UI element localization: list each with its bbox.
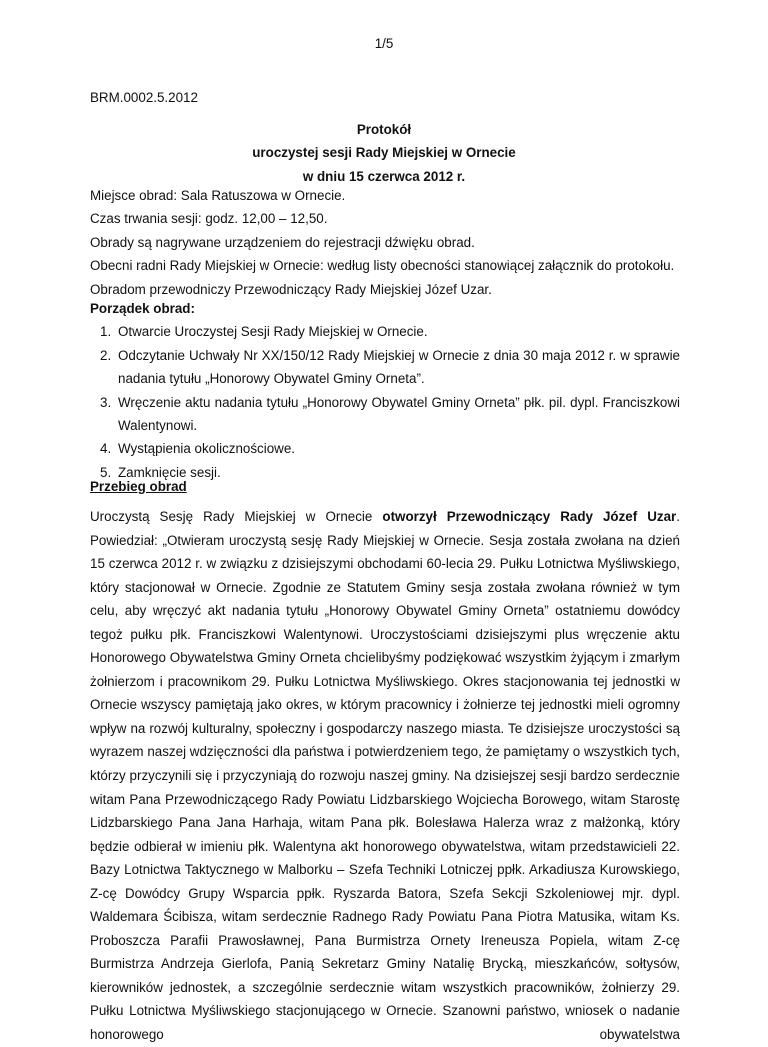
info-recording: Obrady są nagrywane urządzeniem do rejestracji dźwięku obrad. xyxy=(90,234,475,250)
proceedings-text: . Powiedział: „Otwieram uroczystą sesję Rady Miejskiej w Ornecie. Sesja została zwołana na dzień 15 czerwca 2012 r. w związku z dzisiejszymi obchodami 60-lecia 29. Pułku Lotnictwa Myśliwskiego, który stacjonował w Ornecie. Zgodnie ze Statutem Gminy sesja została zwołana również w tym celu, aby wręczyć akt nadania tytułu „Honorowy Obywatel Gminy Orneta” ostatniemu dowódcy tegoż pułku płk. Franciszkowi Walentynowi. Uroczystościami dzisiejszymi plus wręczenie aktu Honorowego Obywatelstwa Gminy Orneta chcielibyśmy podziękować wszystkim żyjącym i zmarłym żołnierzom i pracownikom 29. Pułku Lotnictwa Myśliwskiego. Okres stacjonowania tej jednostki w Ornecie wszyscy pamiętają jako okres, w którym pracownicy i żołnierze tej jednostki mieli ogromny wpływ na rozwój kulturalny, społeczny i gospodarczy naszego miasta. Te dzisiejsze uroczystości są wyrazem naszej wdzięczności dla państwa i potwierdzeniem tego, że pamiętamy o wszystkich tych, którzy przyczynili się i przyczyniają do rozwoju naszej gminy. Na dzisiejszej sesji bardzo serdecznie witam Pana Przewodniczącego Rady Powiatu Lidzbarskiego Wojciecha Borowego, witam Starostę Lidzbarskiego Pana Jana Harhaja, witam Pana płk. Bolesława Halerza wraz z małżonką, który będzie odbierał w imieniu płk. Walentyna akt honorowego obywatelstwa, witam przedstawicieli 22. Bazy Lotnictwa Taktycznego w Malborku – Szefa Techniki Lotniczej ppłk. Arkadiusza Kurowskiego, Z-cę Dowódcy Grupy Wsparcia ppłk. Ryszarda Batora, Szefa Sekcji Szkoleniowej mjr. dypl. Waldemara Ścibisza, witam serdecznie Radnego Rady Powiatu Pana Piotra Matusika, witam Ks. Proboszcza Parafii Prawosławnej, Pana Burmistrza Ornety Ireneusza Popiela, witam Z-cę Burmistrza Andrzeja Gierlofa, Panią Sekretarz Gminy Natalię Brycką, mieszkańców, sołtysów, kierowników jednostek, a szczególnie serdecznie witam wszystkich pracowników, żołnierzy 29. Pułku Lotnictwa Myśliwskiego stacjonującego w Ornecie. Szanowni państwo, wniosek o nadanie honorowego obywatelstwa xyxy=(90,509,680,1043)
agenda-item-number: 3. xyxy=(100,394,112,410)
proceedings-paragraph xyxy=(90,505,680,1047)
agenda-item xyxy=(90,437,680,460)
info-duration: Czas trwania sesji: godz. 12,00 – 12,50. xyxy=(90,211,328,227)
title-line-3: w dniu 15 czerwca 2012 r. xyxy=(302,168,466,184)
agenda-item-text: Odczytanie Uchwały Nr XX/150/12 Rady Miejskiej w Ornecie z dnia 30 maja 2012 r. w sprawie nadania tytułu „Honorowy Obywatel Gminy Orneta”. xyxy=(118,347,680,387)
page-number: 1/5 xyxy=(374,36,394,51)
proceedings-bold-phrase: otworzył Przewodniczący Rady Józef Uzar xyxy=(382,509,677,524)
agenda-item-number: 1. xyxy=(100,324,112,340)
agenda-item-number: 5. xyxy=(100,464,112,480)
agenda-item xyxy=(90,344,680,391)
agenda-item-text: Zamknięcie sesji. xyxy=(118,464,221,480)
agenda-item-number: 2. xyxy=(100,347,112,363)
info-location: Miejsce obrad: Sala Ratuszowa w Ornecie. xyxy=(90,188,346,203)
agenda-item xyxy=(90,391,680,438)
info-attendance: Obecni radni Rady Miejskiej w Ornecie: według listy obecności stanowiącej załącznik do protokołu. xyxy=(90,258,675,274)
session-info xyxy=(90,184,688,301)
title-line-1: Protokół xyxy=(356,122,412,137)
agenda-item xyxy=(90,320,680,343)
agenda-list xyxy=(90,320,680,484)
info-chair: Obradom przewodniczy Przewodniczący Rady Miejskiej Józef Uzar. xyxy=(90,281,492,297)
agenda-item-text: Wystąpienia okolicznościowe. xyxy=(118,441,296,457)
document-reference: BRM.0002.5.2012 xyxy=(90,90,198,105)
agenda-heading: Porządek obrad: xyxy=(90,301,195,316)
agenda-item-text: Otwarcie Uroczystej Sesji Rady Miejskiej w Ornecie. xyxy=(118,324,428,340)
title-line-2: uroczystej sesji Rady Miejskiej w Ornecie xyxy=(252,145,516,161)
agenda-item-text: Wręczenie aktu nadania tytułu „Honorowy Obywatel Gminy Orneta” płk. pil. dypl. Franciszkowi Walentynowi. xyxy=(118,394,680,434)
agenda-item-number: 4. xyxy=(100,441,112,457)
proceedings-intro: Uroczystą Sesję Rady Miejskiej w Ornecie xyxy=(90,509,373,524)
proceedings-heading: Przebieg obrad xyxy=(90,479,187,494)
document-title xyxy=(0,118,768,188)
agenda xyxy=(90,297,680,484)
